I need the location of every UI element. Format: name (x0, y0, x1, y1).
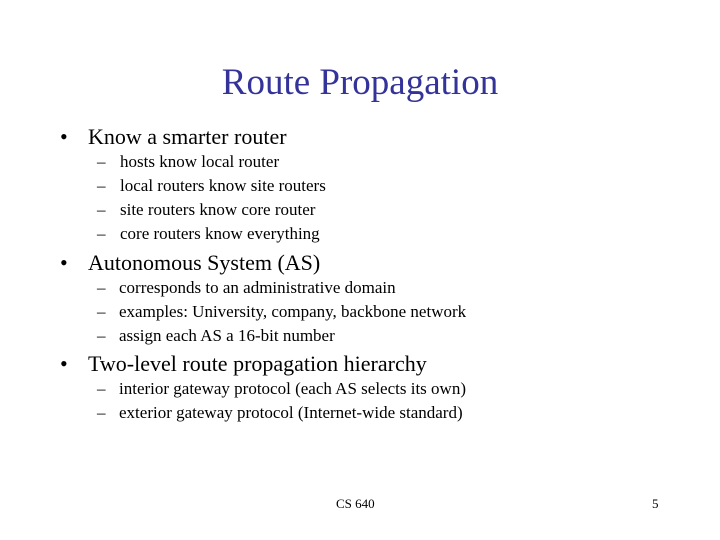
sub-bullet-text: core routers know everything (120, 224, 320, 243)
sub-bullet (97, 379, 466, 399)
sub-bullet-text: assign each AS a 16-bit number (119, 326, 335, 345)
sub-bullet-text: interior gateway protocol (each AS selects its own) (119, 379, 466, 398)
dash-glyph: – (97, 224, 106, 243)
footer-course: CS 640 (336, 496, 375, 511)
sub-bullet (97, 200, 315, 220)
bullet-autonomous-system (60, 250, 320, 276)
dash-glyph: – (97, 302, 106, 321)
page-number: 5 (652, 496, 659, 511)
dash-glyph: – (97, 200, 106, 219)
dash-glyph: – (97, 326, 106, 345)
sub-bullet (97, 278, 396, 298)
sub-bullet (97, 403, 463, 423)
dash-glyph: – (97, 176, 106, 195)
sub-bullet (97, 224, 320, 244)
bullet-know-smarter-router (60, 124, 287, 150)
bullet-glyph: • (60, 351, 68, 376)
dash-glyph: – (97, 403, 106, 422)
sub-bullet-text: corresponds to an administrative domain (119, 278, 396, 297)
bullet-heading: Two-level route propagation hierarchy (88, 351, 427, 376)
bullet-heading: Know a smarter router (88, 124, 287, 149)
dash-glyph: – (97, 152, 106, 171)
sub-bullet-text: exterior gateway protocol (Internet-wide standard) (119, 403, 463, 422)
dash-glyph: – (97, 379, 106, 398)
sub-bullet (97, 302, 466, 322)
sub-bullet (97, 326, 335, 346)
bullet-glyph: • (60, 250, 68, 275)
sub-bullet-text: hosts know local router (120, 152, 280, 171)
dash-glyph: – (97, 278, 106, 297)
sub-bullet (97, 152, 279, 172)
bullet-glyph: • (60, 124, 68, 149)
sub-bullet-text: site routers know core router (120, 200, 316, 219)
bullet-heading: Autonomous System (AS) (88, 250, 321, 275)
sub-bullet-text: local routers know site routers (120, 176, 326, 195)
sub-bullet-text: examples: University, company, backbone network (119, 302, 467, 321)
bullet-route-hierarchy (60, 351, 427, 377)
slide-title: Route Propagation (221, 62, 499, 103)
sub-bullet (97, 176, 326, 196)
